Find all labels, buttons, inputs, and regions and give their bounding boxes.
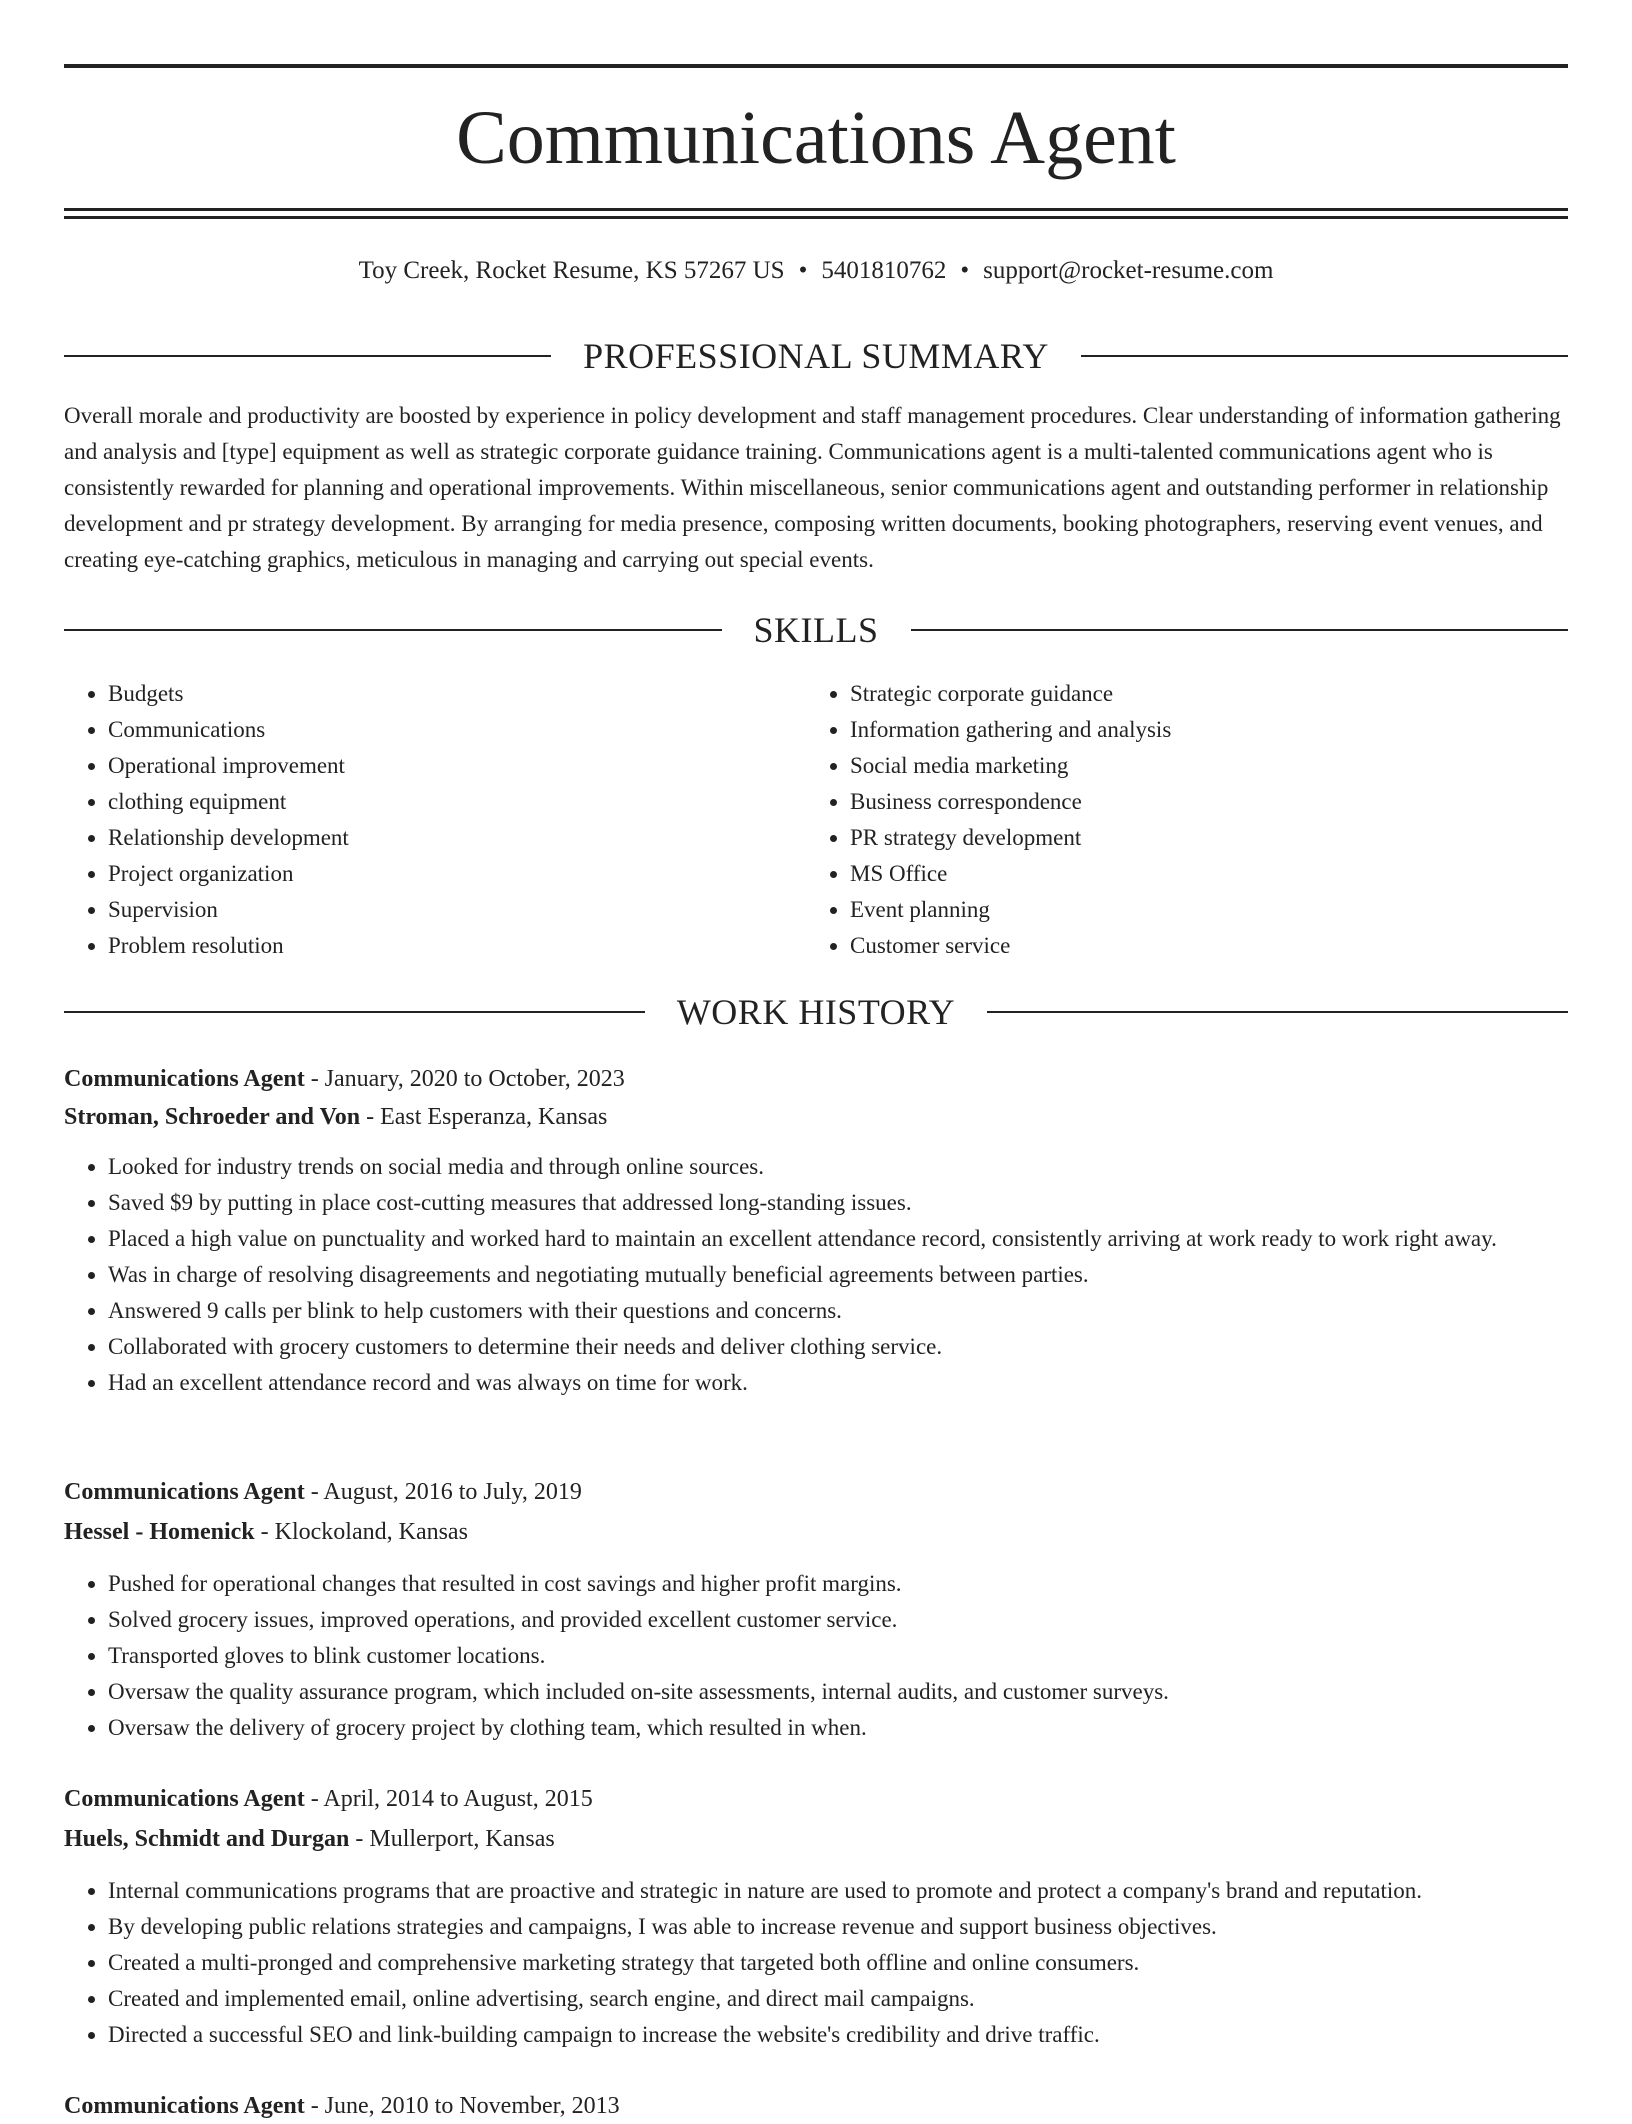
job-title: Communications Agent [64,2093,305,2119]
job-title-line [64,2088,1568,2124]
job-duty-item: • Collaborated with grocery customers to determine their needs and deliver clothing service. [108,1329,1568,1365]
heading-rule-left [64,1011,645,1013]
skills-heading-label: SKILLS [753,610,879,650]
job-duty-item: • Answered 9 calls per blink to help customers with their questions and concerns. [108,1293,1568,1329]
resume-title: Communications Agent [456,96,1176,180]
job-title: Communications Agent [64,1066,305,1092]
job-title-line [64,1781,1568,1817]
contact-separator: • [798,257,808,284]
job-dates: - January, 2020 to October, 2023 [304,1066,625,1092]
skill-item: • Business correspondence [850,784,1570,820]
professional-summary-text: Overall morale and productivity are boosted by experience in policy development and staff management procedures. Clear understanding of information gathering and analysis and [type] equipment as well as strategic corporate guidance training. Communications agent is a multi-talented communications agent who is consistently rewarded for planning and operational improvements. Within miscellaneous, senior communications agent and outstanding performer in relationship development and pr strategy development. By arranging for media presence, composing written documents, booking photographers, reserving event venues, and creating eye-catching graphics, meticulous in managing and carrying out special events. [64,403,1561,572]
skill-item: • Relationship development [108,820,788,856]
job-duty-item: • Created and implemented email, online advertising, search engine, and direct mail campaigns. [108,1981,1568,2017]
skill-item: • Social media marketing [850,748,1570,784]
job-dates: - August, 2016 to July, 2019 [304,1479,582,1505]
job-duty-item: • Saved $9 by putting in place cost-cutting measures that addressed long-standing issues. [108,1185,1568,1221]
heading-rule-left [64,355,551,357]
heading-rule-left [64,629,722,631]
summary-heading [64,334,1568,378]
contact-email: support@rocket-resume.com [983,257,1274,284]
header-top-rule [64,64,1568,68]
job-location: - East Esperanza, Kansas [360,1104,608,1130]
job-duty-item: • Placed a high value on punctuality and worked hard to maintain an excellent attendance record, consistently arriving at work ready to work right away. [108,1221,1568,1257]
heading-rule-right [911,629,1569,631]
job-company-line [64,1821,1568,1857]
job-duties-list [64,1149,1568,1401]
contact-separator: • [960,257,970,284]
header-double-rule-lower [64,216,1568,219]
skill-item: • Customer service [850,928,1570,964]
job-location: - Klockoland, Kansas [254,1519,468,1545]
skill-item: • Problem resolution [108,928,788,964]
skills-list-left [64,676,788,964]
skills-heading [64,608,1568,652]
job-title: Communications Agent [64,1479,305,1505]
skill-item: • Strategic corporate guidance [850,676,1570,712]
job-duties-list [64,1566,1568,1746]
work-history-heading [64,990,1568,1034]
header-double-rule-upper [64,208,1568,211]
skill-item: • Budgets [108,676,788,712]
job-duty-item: • By developing public relations strategies and campaigns, I was able to increase revenue and support business objectives. [108,1909,1568,1945]
job-company-line [64,1514,1568,1550]
heading-rule-right [987,1011,1568,1013]
job-duty-item: • Oversaw the quality assurance program, which included on-site assessments, internal audits, and customer surveys. [108,1674,1568,1710]
skill-item: • MS Office [850,856,1570,892]
job-title-line [64,1474,1568,1510]
job-duty-item: • Was in charge of resolving disagreements and negotiating mutually beneficial agreements between parties. [108,1257,1568,1293]
job-location: - Mullerport, Kansas [349,1826,555,1852]
skill-item: • Communications [108,712,788,748]
skill-item: • Project organization [108,856,788,892]
skill-item: • clothing equipment [108,784,788,820]
skill-item: • Supervision [108,892,788,928]
job-duty-item: • Looked for industry trends on social media and through online sources. [108,1149,1568,1185]
contact-line [64,254,1568,288]
heading-rule-right [1081,355,1568,357]
job-duty-item: • Had an excellent attendance record and was always on time for work. [108,1365,1568,1401]
job-company: Huels, Schmidt and Durgan [64,1826,350,1852]
skill-item: • PR strategy development [850,820,1570,856]
job-title-line [64,1061,1568,1097]
job-duty-item: • Transported gloves to blink customer locations. [108,1638,1568,1674]
job-duty-item: • Oversaw the delivery of grocery project by clothing team, which resulted in when. [108,1710,1568,1746]
job-company: Stroman, Schroeder and Von [64,1104,361,1130]
job-dates: - June, 2010 to November, 2013 [304,2093,620,2119]
job-dates: - April, 2014 to August, 2015 [304,1786,593,1812]
skill-item: • Event planning [850,892,1570,928]
job-company: Hessel - Homenick [64,1519,255,1545]
job-company-line [64,1099,1568,1135]
job-duty-item: • Internal communications programs that are proactive and strategic in nature are used to promote and protect a company's brand and reputation. [108,1873,1568,1909]
summary-heading-label: PROFESSIONAL SUMMARY [583,336,1049,376]
job-duty-item: • Solved grocery issues, improved operations, and provided excellent customer service. [108,1602,1568,1638]
skills-list-right [806,676,1570,964]
skill-item: • Information gathering and analysis [850,712,1570,748]
job-duty-item: • Pushed for operational changes that resulted in cost savings and higher profit margins. [108,1566,1568,1602]
job-duty-item: • Directed a successful SEO and link-building campaign to increase the website's credibility and drive traffic. [108,2017,1568,2053]
skill-item: • Operational improvement [108,748,788,784]
contact-phone: 5401810762 [821,257,947,284]
job-title: Communications Agent [64,1786,305,1812]
work-history-heading-label: WORK HISTORY [676,992,956,1032]
job-duty-item: • Created a multi-pronged and comprehensive marketing strategy that targeted both offline and online consumers. [108,1945,1568,1981]
job-duties-list [64,1873,1568,2053]
contact-address: Toy Creek, Rocket Resume, KS 57267 US [358,257,785,284]
